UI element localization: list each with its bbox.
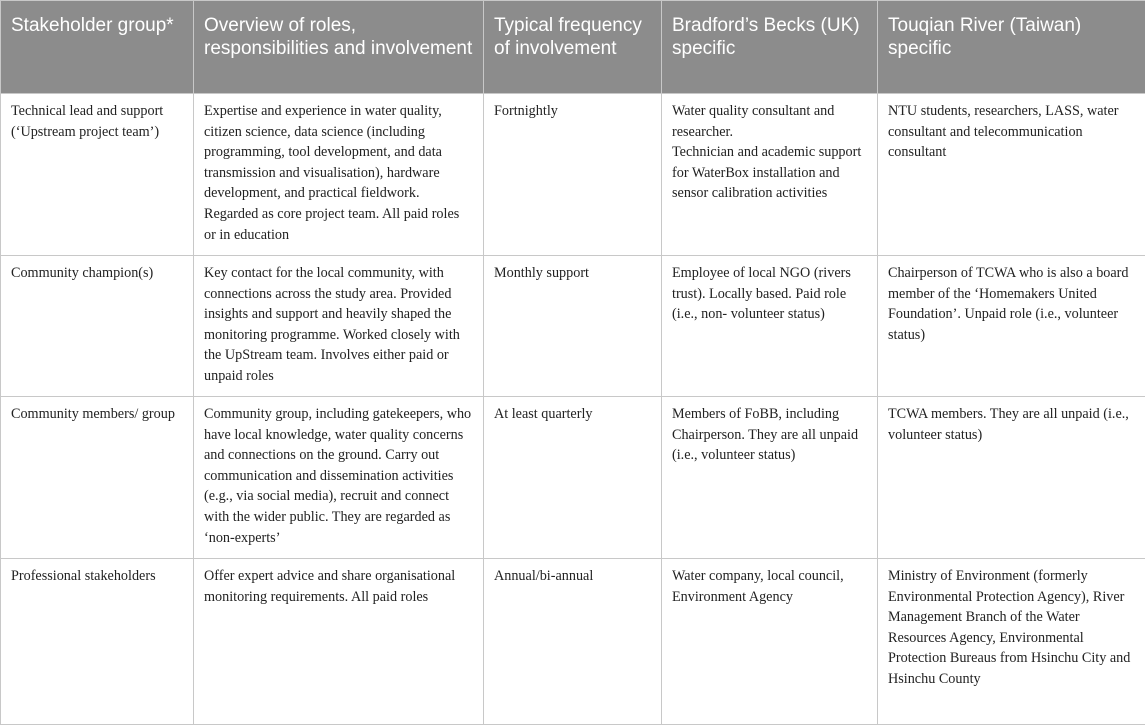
cell-overview: Expertise and experience in water quality, citizen science, data science (including programming, tool development, and data transmission and visualisation), hardware development, and practical fieldwork. Regarded as core project team. All paid roles or in education	[194, 94, 484, 256]
cell-overview: Key contact for the local community, with connections across the study area. Provided insights and support and heavily shaped the monitoring programme. Worked closely with the UpStream team. Involves either paid or unpaid roles	[194, 256, 484, 397]
cell-frequency: Monthly support	[484, 256, 662, 397]
cell-group: Community members/ group	[1, 397, 194, 559]
header-stakeholder-group: Stakeholder group*	[1, 1, 194, 94]
table-row	[1, 397, 1145, 559]
cell-taiwan: Ministry of Environment (formerly Environmental Protection Agency), River Management Branch of the Water Resources Agency, Environmental Protection Bureaus from Hsinchu City and Hsinchu County	[878, 559, 1145, 725]
header-row	[1, 1, 1145, 94]
cell-uk: Members of FoBB, including Chairperson. They are all unpaid (i.e., volunteer status)	[662, 397, 878, 559]
cell-group: Technical lead and support (‘Upstream project team’)	[1, 94, 194, 256]
table-row	[1, 256, 1145, 397]
cell-taiwan: TCWA members. They are all unpaid (i.e., volunteer status)	[878, 397, 1145, 559]
cell-uk: Employee of local NGO (rivers trust). Locally based. Paid role (i.e., non- volunteer status)	[662, 256, 878, 397]
cell-group: Professional stakeholders	[1, 559, 194, 725]
cell-frequency: Annual/bi-annual	[484, 559, 662, 725]
cell-overview: Community group, including gatekeepers, who have local knowledge, water quality concerns and connections on the ground. Carry out communication and dissemination activities (e.g., via social media), recruit and connect with the wider public. They are regarded as ‘non-experts’	[194, 397, 484, 559]
table-row	[1, 94, 1145, 256]
cell-taiwan: NTU students, researchers, LASS, water consultant and telecommunication consultant	[878, 94, 1145, 256]
cell-overview: Offer expert advice and share organisational monitoring requirements. All paid roles	[194, 559, 484, 725]
header-overview: Overview of roles, responsibilities and involvement	[194, 1, 484, 94]
cell-frequency: Fortnightly	[484, 94, 662, 256]
header-frequency: Typical frequency of involvement	[484, 1, 662, 94]
cell-frequency: At least quarterly	[484, 397, 662, 559]
cell-uk: Water quality consultant and researcher. Technician and academic support for WaterBox installation and sensor calibration activities	[662, 94, 878, 256]
header-taiwan-specific: Touqian River (Taiwan) specific	[878, 1, 1145, 94]
cell-group: Community champion(s)	[1, 256, 194, 397]
cell-taiwan: Chairperson of TCWA who is also a board member of the ‘Homemakers United Foundation’. Unpaid role (i.e., volunteer status)	[878, 256, 1145, 397]
header-uk-specific: Bradford’s Becks (UK) specific	[662, 1, 878, 94]
table-row	[1, 559, 1145, 725]
cell-uk: Water company, local council, Environment Agency	[662, 559, 878, 725]
